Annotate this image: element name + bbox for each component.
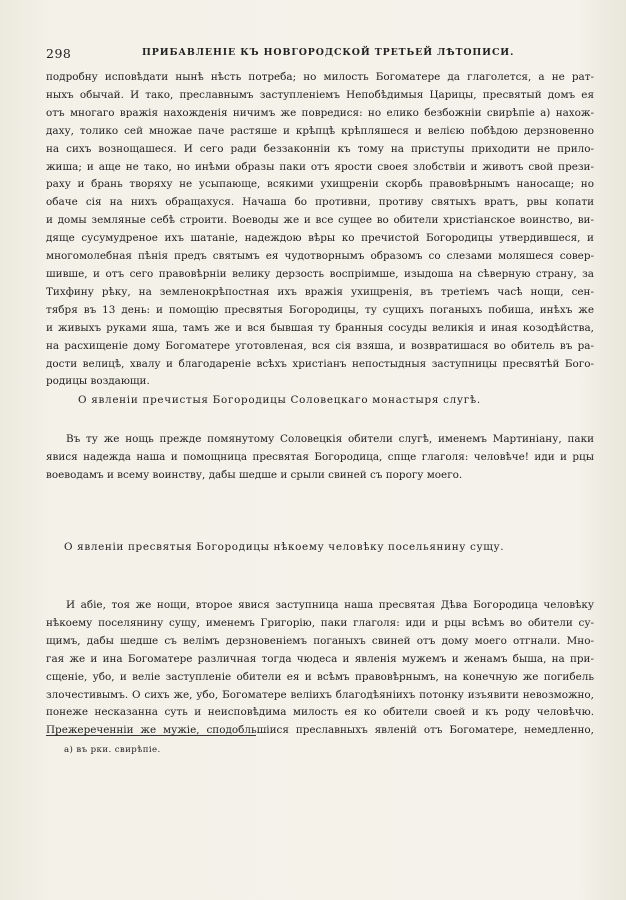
- text-line: понеже несказанна суть и неисповѣдима милость ея ко обители своей и къ роду человѣчю.: [46, 706, 594, 719]
- text-line: щимъ, дабы шедше съ велімъ дерзновеніемъ поганыхъ свиней отъ дому моего отгнали. Мно-: [46, 634, 594, 647]
- page-header: [46, 46, 576, 62]
- text-line: раху и брань творяху не усыпающе, всякими ухищреніи скорбь правовѣрнымъ наносаще; но: [46, 178, 594, 191]
- text-line: Въ ту же нощь прежде помянутому Соловецкія обители слугѣ, именемъ Мартиніану, паки: [66, 433, 594, 445]
- text-line: многомолебная пѣнія предъ святымъ ея чудотворнымъ образомъ со слезами моляшеся совер-: [46, 250, 594, 263]
- footnote: a) въ рки. свирѣпіе.: [64, 745, 161, 755]
- text-line: жиша; и аще не тако, но инѣми образы паки отъ ярости своея злобствіи и животъ свой прези-: [46, 160, 594, 173]
- text-line: и домы земляные себѣ строити. Воеводы же и все сущее во обители христіанское воинство, ви-: [46, 214, 594, 227]
- text-line: на расхищеніе дому Богоматере уготовленая, вся сія взяша, и возвратишася во обитель въ ра-: [46, 339, 594, 352]
- text-line: И абіе, тоя же нощи, второе явися заступница наша пресвятая Дѣва Богородица человѣку: [66, 599, 594, 611]
- text-line: Прежереченніи же мужіе, сподобльшіися преславныхъ явленій отъ Богоматере, немедленно,: [46, 724, 594, 737]
- text-line: отъ многаго вражія нахожденія ничимъ же повредися: но елико безбожніи свирѣпіе a) нахож-: [46, 106, 594, 119]
- text-line: дости велицѣ, хвалу и благодареніе всѣхъ христіанъ непостыдныя заступницы пресвятѣй Бого-: [46, 357, 594, 370]
- text-line: даху, толико сей множае паче растяше и крѣпцѣ крѣпляшеся и велією побѣдою дерзновенно: [46, 124, 594, 137]
- text-line: воеводамъ и всему воинству, дабы шедше и срыли свиней съ порогу моего.: [46, 468, 463, 481]
- text-line: ныхъ обычай. И тако, преславнымъ заступленіемъ Непобѣдимыя Царицы, пресвятый домъ ея: [46, 88, 594, 101]
- text-line: сщеніе, убо, и веліе заступленіе обители ея и всѣмъ правовѣрнымъ, на конечную же погибель: [46, 670, 594, 683]
- section-heading-grigoriy: О явленіи пресвятыя Богородицы нѣкоему человѣку посельянину сущу.: [64, 541, 505, 553]
- footnote-rule: [46, 735, 256, 736]
- text-line: гая же и ина Богоматере различная тогда чюдеса и явленія мужемъ и женамъ быша, на при-: [46, 652, 594, 665]
- paragraph-martinian: [46, 431, 594, 485]
- text-line: тября въ 13 день: и помощію пресвятыя Богородицы, ту сущихъ поганыхъ побиша, инѣхъ же: [46, 303, 594, 316]
- text-line: родицы воздающи.: [46, 375, 150, 388]
- page-number: 298: [46, 46, 72, 61]
- paragraph-grigoriy: [46, 597, 594, 740]
- text-line: Тихфину рѣку, на земленокрѣпостная ихъ вражія ухищренія, въ третіемъ часѣ нощи, сен-: [46, 285, 594, 298]
- text-line: шивше, и отъ сего правовѣрніи велику дерзость воспріимше, изыдоша на сѣверную страну, за: [46, 267, 594, 280]
- text-line: злочестивымъ. О сихъ же, убо, Богоматере велiихъ благодѣяніихъ потонку изъявити невозможно,: [46, 688, 594, 701]
- running-head: ПРИБАВЛЕНІЕ КЪ НОВГОРОДСКОЙ ТРЕТЬЕЙ ЛѢТОПИСИ.: [142, 47, 515, 58]
- text-line: явися надежда наша и помощница пресвятая Богородица, спще глаголя: человѣче! иди и рцы: [46, 450, 594, 463]
- section-heading-martinian: О явленіи пречистыя Богородицы Соловецкаго монастыря слугѣ.: [78, 394, 481, 406]
- text-line: и живыхъ руками яша, тамъ же и вся бывшая ту бранныя сосуды великія и иная козодѣйства,: [46, 321, 594, 334]
- text-line: на сихъ вознощашеся. И сего ради беззаконніи къ тому на приступы приходити не прило-: [46, 142, 594, 155]
- text-line: дяще сусумудреное ихъ шатаніе, надеждою вѣры ко пречистой Богородицы утвердившеся, и: [46, 232, 594, 245]
- text-line: подробну исповѣдати нынѣ нѣсть потреба; но милость Богоматере да глаголется, а не рат-: [46, 71, 594, 83]
- text-line: обаче сія на нихъ обращахуся. Начаша бо противни, противу святыхъ вратъ, рвы копати: [46, 196, 594, 209]
- text-line: нѣкоему поселянину сущу, именемъ Григорію, паки глаголя: иди и рцы всѣмъ во обители су-: [46, 616, 594, 629]
- paragraph-siege: [46, 69, 594, 391]
